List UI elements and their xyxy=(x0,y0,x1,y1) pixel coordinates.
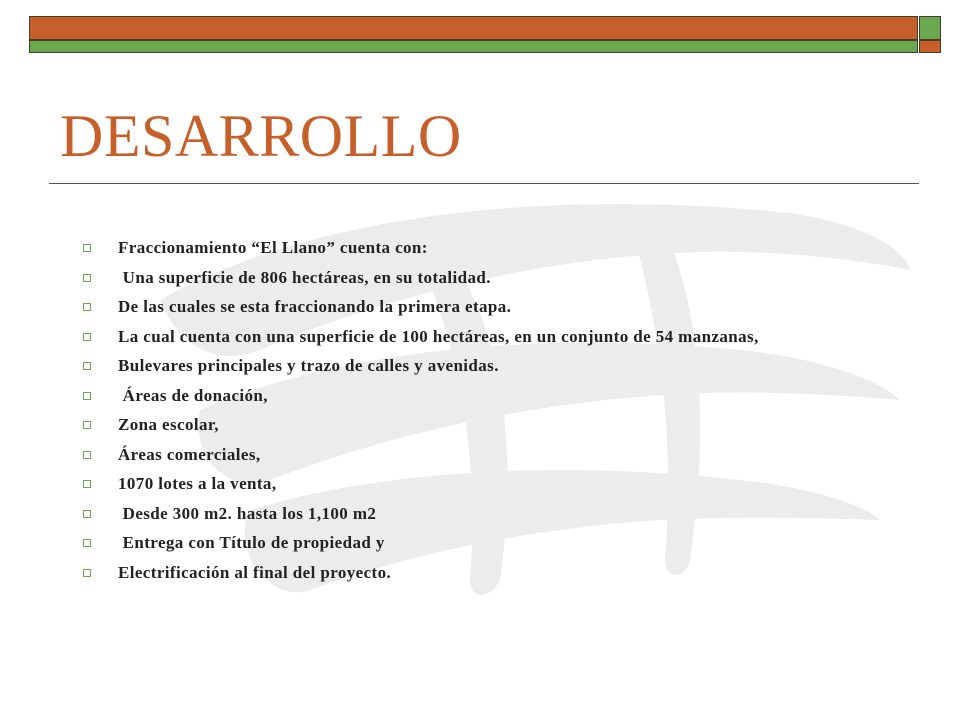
bullet-item xyxy=(80,295,840,318)
bullet-item xyxy=(80,472,840,495)
bullet-item xyxy=(80,384,840,407)
bullet-text: Áreas de donación, xyxy=(118,385,268,405)
square-outline-icon xyxy=(83,244,91,252)
bullet-list xyxy=(80,236,840,590)
header-square-orange xyxy=(919,40,941,53)
square-outline-icon xyxy=(83,539,91,547)
bullet-text: Una superficie de 806 hectáreas, en su totalidad. xyxy=(118,267,491,287)
square-outline-icon xyxy=(83,569,91,577)
square-outline-icon xyxy=(83,421,91,429)
bullet-text: Entrega con Título de propiedad y xyxy=(118,533,385,552)
bullet-item xyxy=(80,531,840,554)
bullet-item xyxy=(80,502,840,525)
bullet-item xyxy=(80,266,840,289)
title-underline xyxy=(49,183,919,184)
square-outline-icon xyxy=(83,480,91,488)
bullet-text: La cual cuenta con una superficie de 100 hectáreas, en un conjunto de 54 manzanas, xyxy=(118,326,759,346)
bullet-text: Electrificación al final del proyecto. xyxy=(118,562,392,582)
bullet-text: Fraccionamiento “El Llano” cuenta con: xyxy=(118,238,428,257)
bullet-text: Zona escolar, xyxy=(118,415,219,434)
bullet-item xyxy=(80,443,840,466)
bullet-text: De las cuales se esta fraccionando la primera etapa. xyxy=(118,297,512,316)
square-outline-icon xyxy=(83,392,91,400)
square-outline-icon xyxy=(83,333,91,341)
bullet-text: Bulevares principales y trazo de calles y avenidas. xyxy=(118,356,499,375)
bullet-text: 1070 lotes a la venta, xyxy=(118,474,277,493)
header-square-green xyxy=(919,16,941,40)
square-outline-icon xyxy=(83,362,91,370)
bullet-text: Áreas comerciales, xyxy=(118,444,261,464)
square-outline-icon xyxy=(83,451,91,459)
square-outline-icon xyxy=(83,274,91,282)
slide-title: DESARROLLO xyxy=(60,103,462,169)
bullet-item xyxy=(80,413,840,436)
square-outline-icon xyxy=(83,510,91,518)
header-bar-green xyxy=(29,40,918,53)
bullet-item xyxy=(80,354,840,377)
bullet-item xyxy=(80,236,840,259)
bullet-item xyxy=(80,325,840,348)
bullet-text: Desde 300 m2. hasta los 1,100 m2 xyxy=(118,503,377,523)
header-bar-orange xyxy=(29,16,918,40)
bullet-item xyxy=(80,561,840,584)
square-outline-icon xyxy=(83,303,91,311)
